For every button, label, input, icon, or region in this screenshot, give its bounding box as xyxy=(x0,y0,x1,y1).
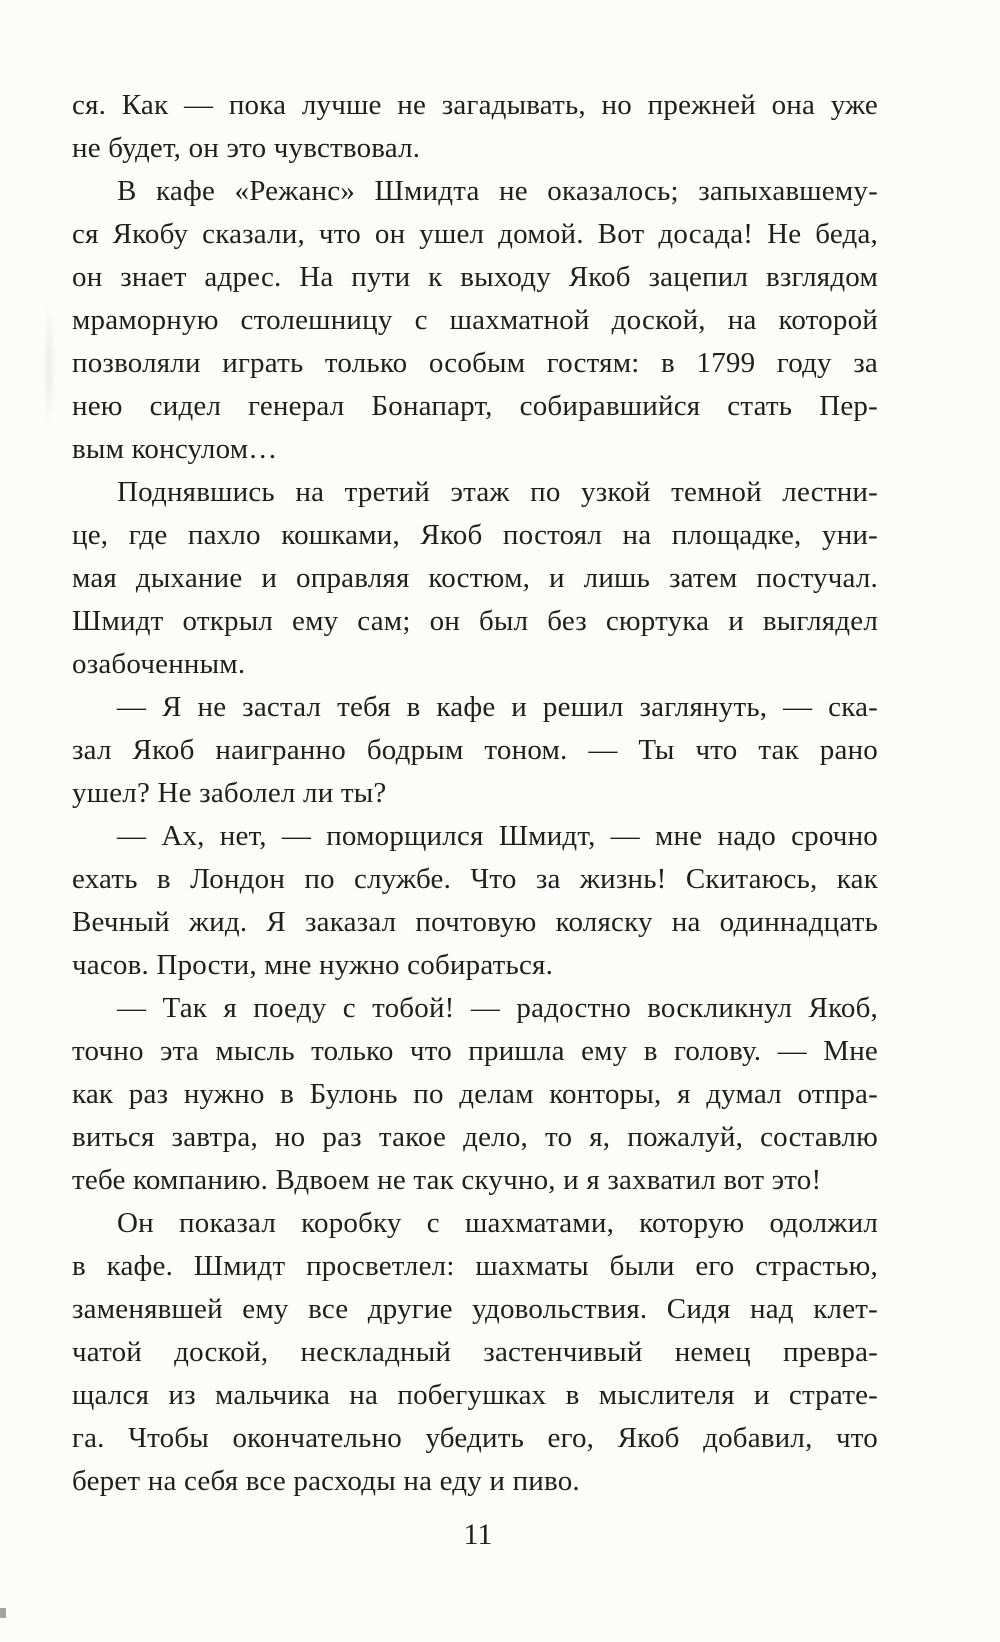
text-line: Он показал коробку с шахматами, которую одолжил xyxy=(117,1207,878,1239)
text-line: вым консулом… xyxy=(72,433,278,465)
text-line: зал Якоб наигранно бодрым тоном. — Ты что так рано xyxy=(72,734,878,766)
text-line: озабоченным. xyxy=(72,648,246,680)
text-line: ехать в Лондон по службе. Что за жизнь! Скитаюсь, как xyxy=(72,863,878,895)
text-line: часов. Прости, мне нужно собираться. xyxy=(72,949,554,981)
text-line: не будет, он это чувствовал. xyxy=(72,132,421,164)
text-line: щался из мальчика на побегушках в мыслителя и страте- xyxy=(72,1379,878,1411)
text-line: виться завтра, но раз такое дело, то я, пожалуй, составлю xyxy=(72,1121,878,1153)
text-line: В кафе «Режанс» Шмидта не оказалось; запыхавшему- xyxy=(117,175,878,207)
text-line: Шмидт открыл ему сам; он был без сюртука и выглядел xyxy=(72,605,878,637)
text-line: чатой доской, нескладный застенчивый немец превра- xyxy=(72,1336,878,1368)
text-line: це, где пахло кошками, Якоб постоял на площадке, уни- xyxy=(72,519,878,551)
text-line: в кафе. Шмидт просветлел: шахматы были его страстью, xyxy=(72,1250,878,1282)
text-line: как раз нужно в Булонь по делам конторы, я думал отпра- xyxy=(72,1078,878,1110)
text-line: ся. Как — пока лучше не загадывать, но прежней она уже xyxy=(72,89,878,121)
scan-speck xyxy=(0,1608,6,1618)
text-block xyxy=(72,84,878,1503)
text-line: — Ах, нет, — поморщился Шмидт, — мне надо срочно xyxy=(117,820,878,852)
text-line: ся Якобу сказали, что он ушел домой. Вот досада! Не беда, xyxy=(72,218,878,250)
text-line: заменявшей ему все другие удовольствия. Сидя над клет- xyxy=(72,1293,878,1325)
scan-smudge xyxy=(42,300,56,430)
text-line: тебе компанию. Вдвоем не так скучно, и я захватил вот это! xyxy=(72,1164,822,1196)
text-line: Поднявшись на третий этаж по узкой темной лестни- xyxy=(117,476,878,508)
text-line: нею сидел генерал Бонапарт, собиравшийся стать Пер- xyxy=(72,390,878,422)
text-line: берет на себя все расходы на еду и пиво. xyxy=(72,1465,580,1497)
text-line: га. Чтобы окончательно убедить его, Якоб добавил, что xyxy=(72,1422,878,1454)
text-line: ушел? Не заболел ли ты? xyxy=(72,777,387,809)
page-number: 11 xyxy=(463,1518,493,1551)
text-line: мая дыхание и оправляя костюм, и лишь затем постучал. xyxy=(72,562,878,594)
text-line: Вечный жид. Я заказал почтовую коляску на одиннадцать xyxy=(72,906,878,938)
text-line: — Я не застал тебя в кафе и решил заглянуть, — ска- xyxy=(117,691,878,723)
text-line: мраморную столешницу с шахматной доской, на которой xyxy=(72,304,878,336)
text-line: позволяли играть только особым гостям: в 1799 году за xyxy=(72,347,878,379)
text-line: — Так я поеду с тобой! — радостно воскликнул Якоб, xyxy=(117,992,878,1024)
text-line: точно эта мысль только что пришла ему в голову. — Мне xyxy=(72,1035,878,1067)
text-line: он знает адрес. На пути к выходу Якоб зацепил взглядом xyxy=(72,261,878,293)
